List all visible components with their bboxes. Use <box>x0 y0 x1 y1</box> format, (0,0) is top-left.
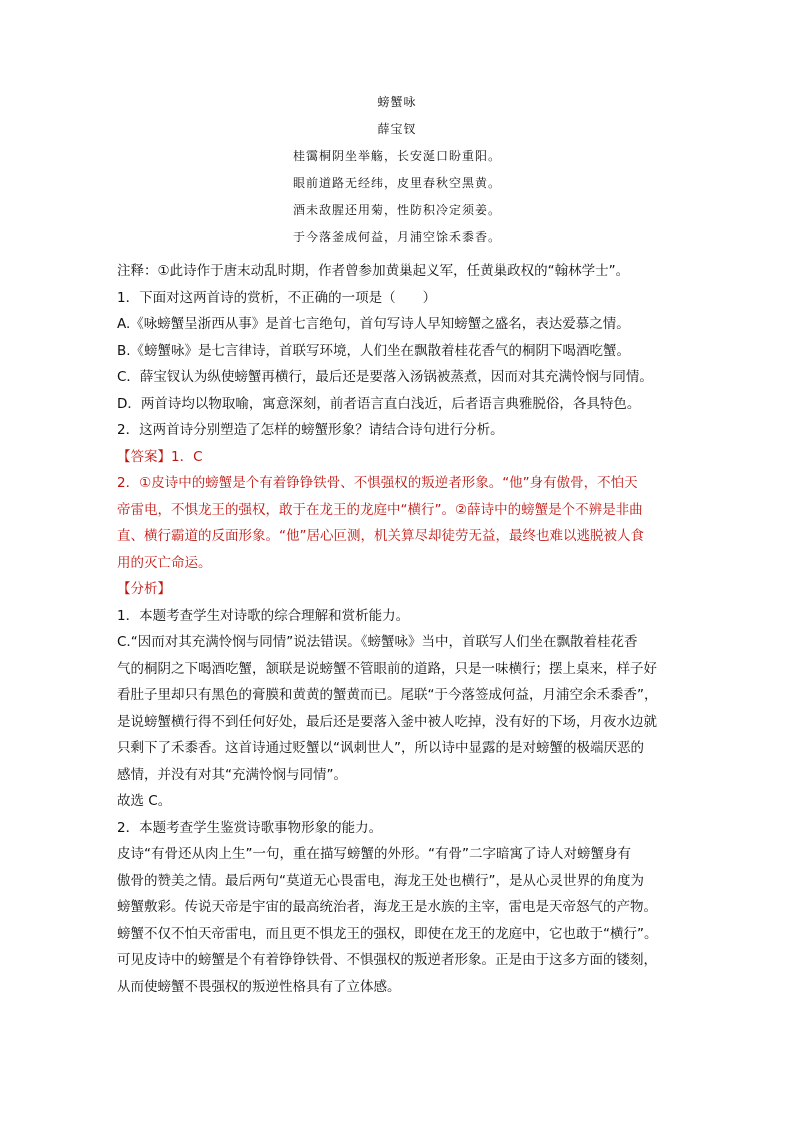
option-d: D．两首诗均以物取喻，寓意深刻，前者语言直白浅近，后者语言典雅脱俗，各具特色。 <box>117 395 641 412</box>
poem-line: 于今落釜成何益，月浦空馀禾黍香。 <box>292 230 501 244</box>
analysis-line: C.“因而对其充满怜悯与同情”说法错误。《螃蟹咏》当中，首联写人们坐在飘散着桂花香 <box>117 634 638 650</box>
answer-line <box>117 444 687 471</box>
analysis-line: 可见皮诗中的螃蟹是个有着铮铮铁骨、不惧强权的叛逆者形象。正是由于这多方面的镂刻， <box>117 952 657 968</box>
analysis-line: 皮诗“有骨还从肉上生”一句，重在描写螃蟹的外形。“有骨”二字暗寓了诗人对螃蟹身有 <box>117 846 631 862</box>
poem-line: 酒未敌腥还用菊，性防积冷定须姜。 <box>292 203 501 217</box>
option-b: B.《螃蟹咏》是七言律诗，首联写环境，人们坐在飘散着桂花香气的桐阴下喝酒吃蟹。 <box>117 342 631 359</box>
option-a: A.《咏螃蟹呈浙西从事》是首七言绝句，首句写诗人早知螃蟹之盛名，表达爱慕之情。 <box>117 316 630 332</box>
answer-2-line: 用的灭亡命运。 <box>117 554 212 571</box>
analysis-line: 1．本题考查学生对诗歌的综合理解和赏析能力。 <box>117 607 410 624</box>
option-c: C．薛宝钗认为纵使螃蟹再横行，最后还是要落入汤锅被蒸煮，因而对其充满怜悯与同情。 <box>117 369 653 385</box>
analysis-line: 气的桐阴之下喝酒吃蟹，颔联是说螃蟹不管眼前的道路，只是一味横行；摆上桌来，样子好 <box>117 660 657 677</box>
poem-block <box>0 94 794 256</box>
annotation-note: 注释：①此诗作于唐末动乱时期，作者曾参加黄巢起义军，任黄巢政权的“翰林学士”。 <box>117 263 630 279</box>
answer-1: 1．C <box>171 448 203 465</box>
answer-heading: 【答案】 <box>117 448 171 465</box>
analysis-line: 是说螃蟹横行得不到任何好处，最后还是要落入釜中被人吃掉，没有好的下场，月夜水边就 <box>117 713 657 730</box>
analysis-line: 看肚子里却只有黑色的膏膜和黄黄的蟹黄而已。尾联“于今落签成何益，月浦空余禾黍香”， <box>117 687 658 703</box>
analysis-line: 螃蟹敷彩。传说天帝是宇宙的最高统治者，海龙王是水族的主宰，雷电是天帝怒气的产物。 <box>117 899 657 915</box>
poem-title: 螃蟹咏 <box>377 95 417 109</box>
question-1: 1．下面对这两首诗的赏析，不正确的一项是（ ） <box>117 289 437 306</box>
poem-line: 眼前道路无经纬，皮里春秋空黑黄。 <box>292 176 501 190</box>
analysis-heading: 【分析】 <box>117 581 171 597</box>
answer-2-line: 直、横行霸道的反面形象。“他”居心叵测，机关算尽却徒劳无益，最终也难以逃脱被人食 <box>117 528 644 544</box>
analysis-line: 从而使螃蟹不畏强权的叛逆性格具有了立体感。 <box>117 978 401 995</box>
analysis-line: 傲骨的赞美之情。最后两句“莫道无心畏雷电，海龙王处也横行”，是从心灵世界的角度为 <box>117 872 644 889</box>
answer-2-line: 帝雷电，不惧龙王的强权，敢于在龙王的龙庭中“横行”。②薛诗中的螃蟹是个不辨是非曲 <box>117 501 643 518</box>
analysis-line: 2．本题考查学生鉴赏诗歌事物形象的能力。 <box>117 819 383 836</box>
poem-author: 薛宝钗 <box>377 122 417 136</box>
answer-2-line: 2．①皮诗中的螃蟹是个有着铮铮铁骨、不惧强权的叛逆者形象。“他”身有傲骨，不怕天 <box>117 475 638 491</box>
analysis-line: 故选 C。 <box>117 793 172 809</box>
question-2: 2．这两首诗分别塑造了怎样的螃蟹形象？请结合诗句进行分析。 <box>117 422 504 438</box>
analysis-line: 螃蟹不仅不怕天帝雷电，而且更不惧龙王的强权，即使在龙王的龙庭中，它也敢于“横行”。 <box>117 925 658 942</box>
poem-line: 桂霭桐阴坐举觞，长安涎口盼重阳。 <box>292 149 501 163</box>
analysis-line: 感情，并没有对其“充满怜悯与同情”。 <box>117 766 347 783</box>
analysis-line: 只剩下了禾黍香。这首诗通过贬蟹以“讽刺世人”，所以诗中显露的是对螃蟹的极端厌恶的 <box>117 740 644 756</box>
question-content <box>117 258 687 1000</box>
